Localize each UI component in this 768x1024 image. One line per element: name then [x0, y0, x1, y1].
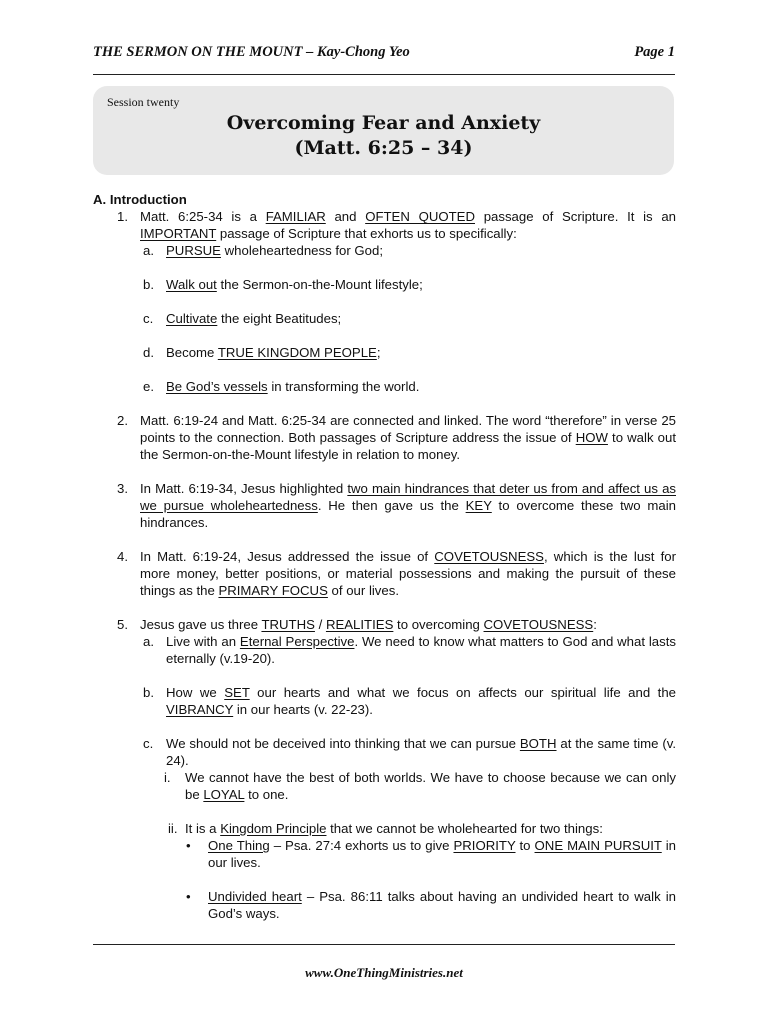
keyword: COVETOUSNESS: [483, 617, 594, 632]
page-number: Page 1: [634, 44, 675, 60]
item-number: 5.: [117, 617, 128, 632]
keyword: COVETOUSNESS: [434, 549, 544, 564]
keyword: PRIORITY: [453, 838, 516, 853]
document-body: [93, 191, 676, 922]
list-item-5c-i: i. We cannot have the best of both worlds. We have to choose because we can only be LOYAL to one.: [164, 770, 676, 802]
footer-rule: [93, 944, 675, 945]
list-item-5a: a. Live with an Eternal Perspective. We need to know what matters to God and what lasts eternally (v.19-20).: [143, 634, 676, 666]
list-item-5c-ii: ii. It is a Kingdom Principle that we cannot be wholehearted for two things:: [168, 821, 603, 836]
keyword: Undivided heart: [208, 889, 302, 904]
title-box: [93, 86, 674, 175]
session-label: Session twenty: [107, 95, 180, 109]
keyword: KEY: [465, 498, 492, 513]
footer-url: www.OneThingMinistries.net: [305, 965, 463, 980]
item-number: 1.: [117, 209, 128, 224]
list-item-5c: c. We should not be deceived into thinking that we can pursue BOTH at the same time (v. 24).: [143, 736, 677, 768]
list-item-1e: e. Be God’s vessels in transforming the world.: [143, 379, 420, 394]
keyword: two main hindrances that deter us from and affect us as we pursue wholeheartedness: [140, 481, 676, 513]
list-item-1: 1. Matt. 6:25-34 is a FAMILIAR and OFTEN QUOTED passage of Scripture. It is an IMPORTANT passage of Scripture that exhorts us to specifically:: [117, 209, 676, 241]
header-rule: [93, 74, 675, 75]
keyword: HOW: [575, 430, 608, 445]
list-item-1c: c. Cultivate the eight Beatitudes;: [143, 311, 342, 326]
keyword: VIBRANCY: [166, 702, 234, 717]
list-item-5: 5. Jesus gave us three TRUTHS / REALITIES to overcoming COVETOUSNESS:: [117, 617, 597, 632]
section-heading: A. Introduction: [93, 192, 187, 207]
bullet-icon: •: [186, 838, 191, 853]
keyword: Kingdom Principle: [220, 821, 327, 836]
list-item-3: 3. In Matt. 6:19-34, Jesus highlighted two main hindrances that deter us from and affect us as we pursue wholeheartedness. He then gave us the KEY to overcome these two main hindrances.: [117, 481, 676, 530]
bullet-item: • Undivided heart – Psa. 86:11 talks about having an undivided heart to walk in God’s ways.: [186, 889, 676, 921]
keyword: Be God’s vessels: [166, 379, 268, 394]
list-item-2: 2. Matt. 6:19-24 and Matt. 6:25-34 are connected and linked. The word “therefore” in verse 25 points to the connection. Both passages of Scripture address the issue of HOW to walk out the Sermon-on-the-Mount lifestyle in relation to money.: [117, 413, 676, 462]
header-title: THE SERMON ON THE MOUNT – Kay-Chong Yeo: [93, 44, 410, 60]
keyword: PRIMARY FOCUS: [218, 583, 328, 598]
list-item-1b: b. Walk out the Sermon-on-the-Mount lifestyle;: [143, 277, 423, 292]
keyword: ONE MAIN PURSUIT: [534, 838, 662, 853]
bullet-icon: •: [186, 889, 191, 904]
list-item-1d: d. Become TRUE KINGDOM PEOPLE;: [143, 345, 381, 360]
item-number: 2.: [117, 413, 128, 428]
keyword: PURSUE: [166, 243, 221, 258]
keyword: LOYAL: [203, 787, 245, 802]
keyword: Walk out: [166, 277, 217, 292]
list-item-4: 4. In Matt. 6:19-24, Jesus addressed the issue of COVETOUSNESS, which is the lust for more money, better positions, or material possessions and making the pursuit of these things as the PRIMARY FOCUS of our lives.: [117, 549, 677, 598]
keyword: FAMILIAR: [265, 209, 326, 224]
item-number: 3.: [117, 481, 128, 496]
keyword: Cultivate: [166, 311, 218, 326]
keyword: IMPORTANT: [140, 226, 217, 241]
list-item-5b: b. How we SET our hearts and what we focus on affects our spiritual life and the VIBRANCY in our hearts (v. 22-23).: [143, 685, 676, 717]
keyword: BOTH: [519, 736, 557, 751]
keyword: TRUTHS: [261, 617, 315, 632]
item-number: 4.: [117, 549, 128, 564]
page-title: Overcoming Fear and Anxiety: [226, 112, 541, 134]
keyword: REALITIES: [325, 617, 394, 632]
scripture-reference: (Matt. 6:25 – 34): [294, 137, 473, 159]
keyword: OFTEN QUOTED: [365, 209, 475, 224]
running-header: [93, 44, 675, 61]
bullet-item: • One Thing – Psa. 27:4 exhorts us to give PRIORITY to ONE MAIN PURSUIT in our lives.: [186, 838, 677, 870]
keyword: One Thing: [208, 838, 270, 853]
keyword: Eternal Perspective: [239, 634, 355, 649]
keyword: TRUE KINGDOM PEOPLE: [217, 345, 377, 360]
list-item-1a: a. PURSUE wholeheartedness for God;: [143, 243, 383, 258]
keyword: SET: [224, 685, 250, 700]
